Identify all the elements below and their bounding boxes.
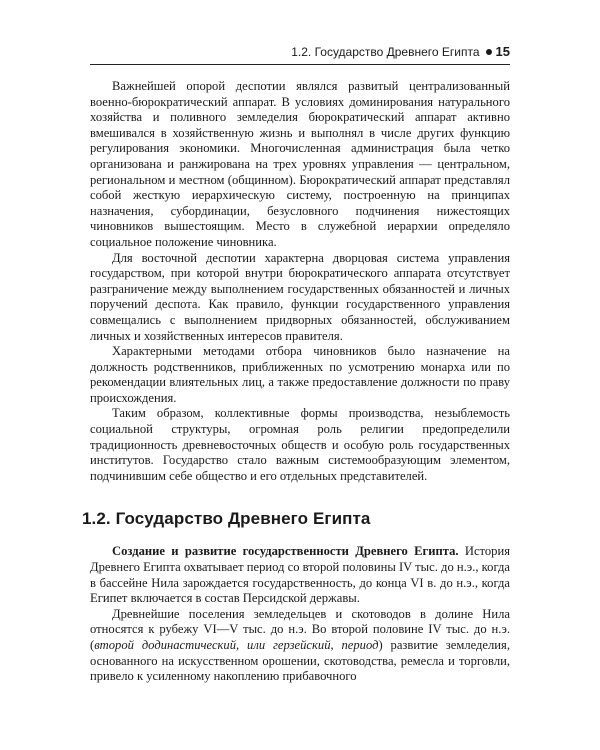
running-header-section-label: 1.2. Государство Древнего Египта bbox=[291, 45, 480, 59]
book-page bbox=[82, 42, 510, 685]
bullet-dot-icon bbox=[486, 49, 492, 55]
section-heading: 1.2. Государство Древнего Египта bbox=[82, 509, 371, 529]
page-number: 15 bbox=[495, 44, 510, 59]
paragraph bbox=[90, 544, 510, 606]
paragraph: Для восточной деспотии характерна дворцовая система управления государством, при которой внутри бюрократического аппарата отсутствует разграничение между выполнением государственных обязанностей и личных поручений деспота. Как правило, функции государственного управления совмещались с выполнением придворных обязанностей, обслуживанием личных и хозяйственных интересов правителя. bbox=[90, 250, 510, 343]
body-text bbox=[82, 79, 510, 685]
paragraph-italic-text: второй додинастический, или герзейский, период bbox=[94, 638, 379, 652]
paragraph-text: ) развитие земледелия, основанного на искусственном орошении, скотоводства, ремесла и торговли, привело к усиленному накоплению прибавочного bbox=[90, 638, 510, 684]
paragraph-text: История Древнего Египта охватывает период со второй половины IV тыс. до н.э., когда в бассейне Нила зарождается государственность, до конца VI в. до н.э., когда Египет включается в состав Персидской державы. bbox=[90, 544, 510, 606]
paragraph: Характерными методами отбора чиновников было назначение на должность родственников, приближенных по усмотрению монарха или по рекомендации влиятельных лиц, а также предоставление должности по праву происхождения. bbox=[90, 344, 510, 405]
paragraph: Таким образом, коллективные формы производства, незыблемость социальной структуры, огромная роль религии предопределили традиционность древневосточных обществ и особую роль государственных институтов. Государство стало важным системообразующим элементом, подчинившим себе общество и его отдельных представителей. bbox=[90, 406, 510, 483]
paragraph-lead-in: Создание и развитие государственности Древнего Египта. bbox=[112, 544, 459, 559]
paragraph: Важнейшей опорой деспотии являлся развитый централизованный военно-бюрократический аппарат. В условиях доминирования натурального хозяйства и поливного земледелия бюрократический аппарат активно вмешивался в хозяйственную жизнь и выполнял в числе других функцию регулирования экономики. Многочисленная администрация была четко организована и ранжирована на трех уровнях управления — центральном, региональном и местном (общинном). Бюрократический аппарат представлял собой жесткую иерархическую систему, построенную на принципах назначения, субординации, безусловного подчинения нижестоящих чиновников вышестоящим. Место в служебной иерархии определяло социальное положение чиновника. bbox=[90, 79, 510, 249]
running-header bbox=[90, 42, 510, 65]
paragraph bbox=[90, 607, 510, 685]
paragraph-text: Древнейшие поселения земледельцев и скотоводов в долине Нила относятся к рубежу VI—V тыс. до н.э. Во второй половине IV тыс. до н.э. ( bbox=[90, 606, 510, 652]
